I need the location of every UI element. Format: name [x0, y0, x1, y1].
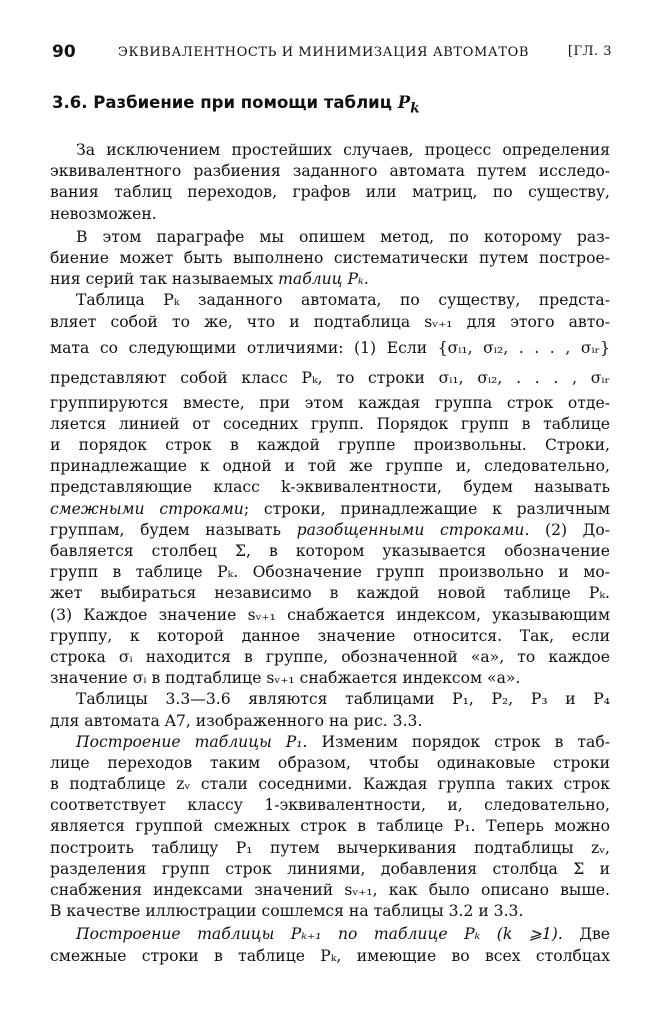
- text-line: строка σᵢ находится в группе, обозначенной «a», то каждое: [50, 647, 610, 666]
- subheading-construct-pk1: Построение таблицы Pₖ₊₁ по таблице Pₖ (k ⩾1): [76, 925, 558, 944]
- term-adjacent-rows: смежными строками: [50, 499, 244, 518]
- text-line: и порядок строк в каждой группе произвольны. Строки,: [50, 436, 610, 455]
- text-line: смежные строки в таблице Pₖ, имеющие во всех столбцах: [50, 946, 610, 965]
- section-number: 3.6.: [52, 93, 88, 112]
- term-tables-pk: таблиц Pₖ: [278, 270, 364, 289]
- text-line: эквивалентного разбиения заданного автомата путем исследо-: [50, 162, 610, 181]
- text-line: построить таблицу P₁ путем вычеркивания подтаблицы zᵥ,: [50, 838, 610, 857]
- text-span: . Две: [557, 925, 610, 944]
- text-line: лице переходов таким образом, чтобы одинаковые строки: [50, 753, 610, 772]
- text-span: . Изменим порядок строк в таб-: [302, 732, 610, 751]
- text-line: вляет собой то же, что и подтаблица sᵥ₊₁ для этого авто-: [50, 312, 610, 331]
- text-line: разделения групп строк линиями, добавления столбца Σ и: [50, 859, 610, 878]
- text-line: жет выбираться независимо в каждой новой таблице Pₖ.: [50, 584, 610, 603]
- text-line: [50, 732, 610, 753]
- text-line: Таблица Pₖ заданного автомата, по существу, предста-: [76, 291, 610, 310]
- section-title-symbol: P: [397, 93, 411, 112]
- text-line: снабжения индексами значений sᵥ₊₁, как было описано выше.: [50, 881, 610, 899]
- text-line: ляется линией от соседних групп. Порядок групп в таблице: [50, 414, 610, 433]
- chapter-marker: [ГЛ. 3: [567, 44, 612, 59]
- text-line: представляющие класс k-эквивалентности, будем называть: [50, 478, 610, 497]
- text-line: значение σᵢ в подтаблице sᵥ₊₁ снабжается индексом «a».: [50, 669, 521, 688]
- text-line: вания таблиц переходов, графов или матриц, по существу,: [50, 183, 610, 202]
- section-title-subscript: k: [410, 100, 420, 117]
- text-line: В качестве иллюстрации сошлемся на таблицы 3.2 и 3.3.: [50, 902, 524, 921]
- text-line: В этом параграфе мы опишем метод, по которому раз-: [76, 227, 610, 246]
- text-line: биение может быть выполнено систематически путем построе-: [50, 248, 610, 267]
- text-line: [50, 924, 610, 945]
- text-span: группам, будем называть: [50, 520, 282, 539]
- page-header: [52, 42, 612, 64]
- text-line: для автомата A7, изображенного на рис. 3.3.: [50, 711, 423, 730]
- text-line: принадлежащие к одной и той же группе и, следовательно,: [50, 457, 610, 476]
- text-line: соответствует классу 1-эквивалентности, и, следовательно,: [50, 796, 610, 815]
- text-line: За исключением простейших случаев, процесс определения: [76, 141, 610, 159]
- body-text: [50, 140, 610, 967]
- text-line: представляют собой класс Pₖ, то строки σᵢ₁, σᵢ₂, . . . , σᵢᵣ: [50, 368, 610, 387]
- text-span: ; строки, принадлежащие к различным: [243, 499, 610, 518]
- text-line: (3) Каждое значение sᵥ₊₁ снабжается индексом, указывающим: [50, 605, 610, 624]
- subheading-construct-p1: Построение таблицы P₁: [76, 732, 303, 751]
- text-line: Таблицы 3.3—3.6 являются таблицами P₁, P₂, P₃ и P₄: [76, 690, 610, 709]
- page-number: 90: [52, 42, 76, 62]
- running-title: ЭКВИВАЛЕНТНОСТЬ И МИНИМИЗАЦИЯ АВТОМАТОВ: [118, 45, 530, 60]
- text-line: [50, 499, 610, 520]
- text-line: групп в таблице Pₖ. Обозначение групп произвольно и мо-: [50, 563, 610, 582]
- term-disjoint-rows: разобщенными строками: [296, 520, 525, 539]
- text-line: в подтаблице zᵥ стали соседними. Каждая группа таких строк: [50, 775, 610, 794]
- text-line: невозможен.: [50, 204, 157, 223]
- text-line: группируются вместе, при этом каждая группа строк отде-: [50, 393, 610, 412]
- text-line: бавляется столбец Σ, в котором указывается обозначение: [50, 542, 610, 560]
- text-line: ния серий так называемых таблиц Pₖ.: [50, 270, 369, 289]
- section-title: Разбиение при помощи таблиц: [93, 93, 392, 112]
- text-span: ния серий так называемых: [50, 270, 274, 289]
- text-line: мата со следующими отличиями: (1) Если {σᵢ₁, σᵢ₂, . . . , σᵢᵣ}: [50, 338, 610, 357]
- section-heading: [52, 93, 612, 116]
- text-line: является группой смежных строк в таблице P₁. Теперь можно: [50, 817, 610, 836]
- text-line: группу, к которой данное значение относится. Так, если: [50, 626, 610, 645]
- text-line: [50, 520, 610, 541]
- text-span: . (2) До-: [524, 520, 610, 539]
